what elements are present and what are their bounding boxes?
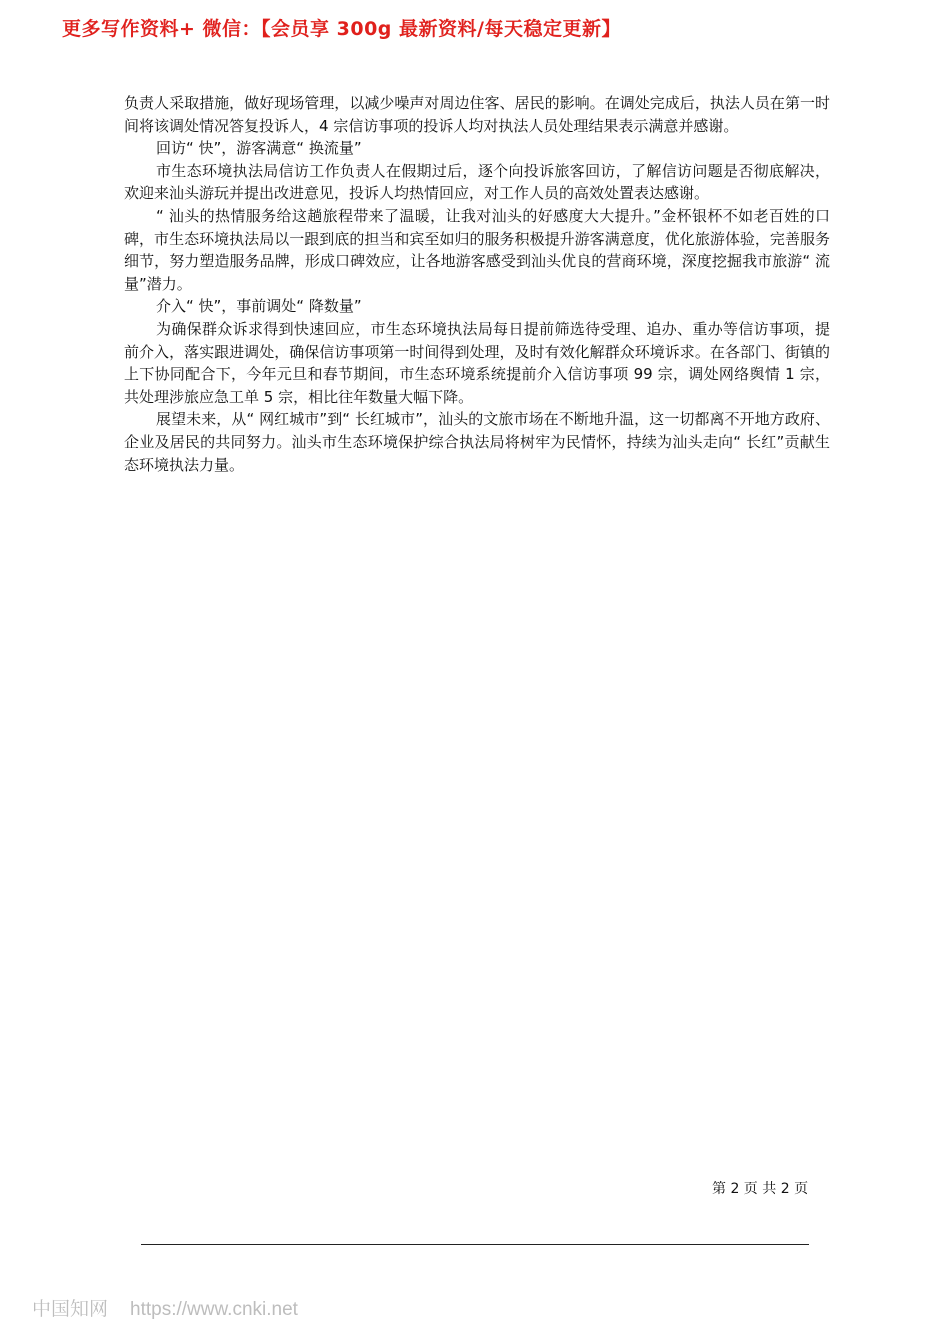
paragraph-followup: 市生态环境执法局信访工作负责人在假期过后，逐个向投诉旅客回访，了解信访问题是否彻底解决，欢迎来汕头游玩并提出改进意见，投诉人均热情回应，对工作人员的高效处置表达感谢。 [124, 161, 830, 203]
paragraph-reputation: “ 汕头的热情服务给这趟旅程带来了温暖，让我对汕头的好感度大大提升。”金杯银杯不如老百姓的口碑，市生态环境执法局以一跟到底的担当和宾至如归的服务积极提升游客满意度，优化旅游体验，完善服务细节，努力塑造服务品牌，形成口碑效应，让各地游客感受到汕头优良的营商环境，深度挖掘我市旅游“ 流量”潜力。 [124, 206, 830, 293]
paragraph-continuation: 负责人采取措施，做好现场管理，以减少噪声对周边住客、居民的影响。在调处完成后，执法人员在第一时间将该调处情况答复投诉人，4 宗信访事项的投诉人均对执法人员处理结果表示满意并感谢。 [124, 94, 830, 135]
watermark [32, 1294, 298, 1321]
paragraph-intervention: 为确保群众诉求得到快速回应，市生态环境执法局每日提前筛选待受理、追办、重办等信访事项，提前介入，落实跟进调处，确保信访事项第一时间得到处理，及时有效化解群众环境诉求。在各部门、街镇的上下协同配合下，今年元旦和春节期间，市生态环境系统提前介入信访事项 99 宗，调处网络舆情 1 宗，共处理涉旅应急工单 5 宗，相比往年数量大幅下降。 [124, 319, 830, 406]
promo-banner: 更多写作资料+ 微信：【会员享 300g 最新资料/每天稳定更新】 [62, 18, 621, 40]
watermark-site-name: 中国知网 [32, 1299, 109, 1320]
section-heading-intervention: 介入“ 快”，事前调处“ 降数量” [156, 297, 362, 316]
article-body [124, 92, 830, 476]
section-heading-followup: 回访“ 快”，游客满意“ 换流量” [156, 139, 362, 158]
watermark-url: https://www.cnki.net [130, 1299, 298, 1320]
page-number: 第 2 页 共 2 页 [712, 1181, 809, 1197]
paragraph-outlook: 展望未来，从“ 网红城市”到“ 长红城市”，汕头的文旅市场在不断地升温，这一切都离不开地方政府、企业及居民的共同努力。汕头市生态环境保护综合执法局将树牢为民情怀，持续为汕头走向“ 长红”贡献生态环境执法力量。 [124, 410, 830, 474]
footer-divider [141, 1244, 809, 1245]
